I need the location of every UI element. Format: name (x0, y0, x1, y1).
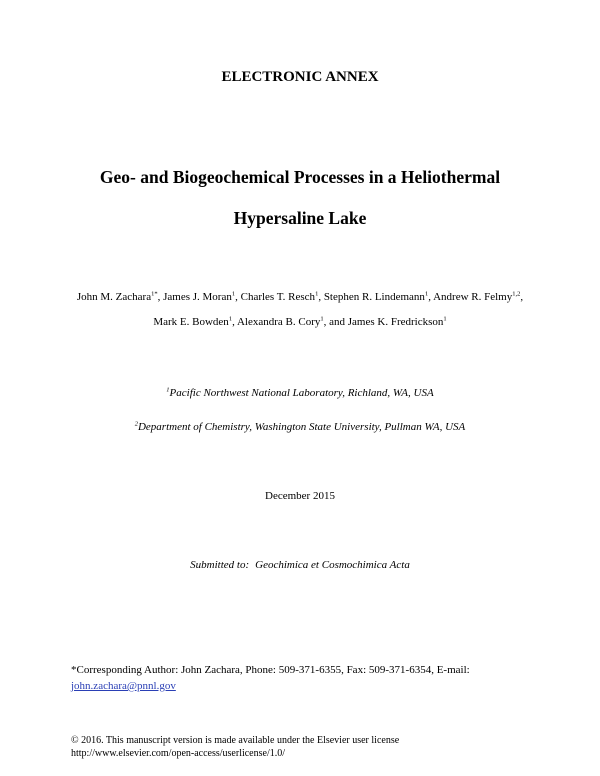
submitted-to (0, 559, 600, 571)
author-list-line-1 (0, 291, 600, 303)
author: John M. Zachara$^{1*}$, (76, 290, 164, 303)
author: James J. Moran$^1$, (163, 290, 241, 303)
license-notice (71, 734, 399, 760)
author: Andrew R. Felmy$^{1,2}$, (433, 290, 524, 303)
author-list-line-2 (0, 316, 600, 328)
affiliation-1: $^1$Pacific Northwest National Laboratory, Richland, WA, USA (166, 386, 434, 399)
date: December 2015 (265, 490, 335, 502)
author: James K. Fredrickson$^1$ (347, 315, 447, 328)
author: Mark E. Bowden$^1$, (153, 315, 237, 328)
annex-heading: ELECTRONIC ANNEX (221, 69, 379, 85)
corresponding-author-text: *Corresponding Author: John Zachara, Phone: 509-371-6355, Fax: 509-371-6354, E-mail: (71, 664, 470, 676)
paper-title-line-1: Geo- and Biogeochemical Processes in a Heliothermal (99, 167, 501, 187)
affiliation-2: $^2$Department of Chemistry, Washington State University, Pullman WA, USA (134, 420, 466, 433)
email-link[interactable]: john.zachara@pnnl.gov (71, 680, 176, 692)
journal-name: Geochimica et Cosmochimica Acta (255, 559, 410, 571)
author: Charles T. Resch$^1$, (240, 290, 324, 303)
paper-title-line-2: Hypersaline Lake (233, 208, 367, 228)
corresponding-author (71, 662, 470, 694)
license-text: © 2016. This manuscript version is made available under the Elsevier user license (71, 735, 400, 746)
submitted-label: Submitted to: (190, 559, 250, 571)
author: Alexandra B. Cory$^1$, and (236, 315, 348, 328)
license-url: http://www.elsevier.com/open-access/userlicense/1.0/ (71, 748, 286, 759)
author: Stephen R. Lindemann$^1$, (323, 290, 434, 303)
